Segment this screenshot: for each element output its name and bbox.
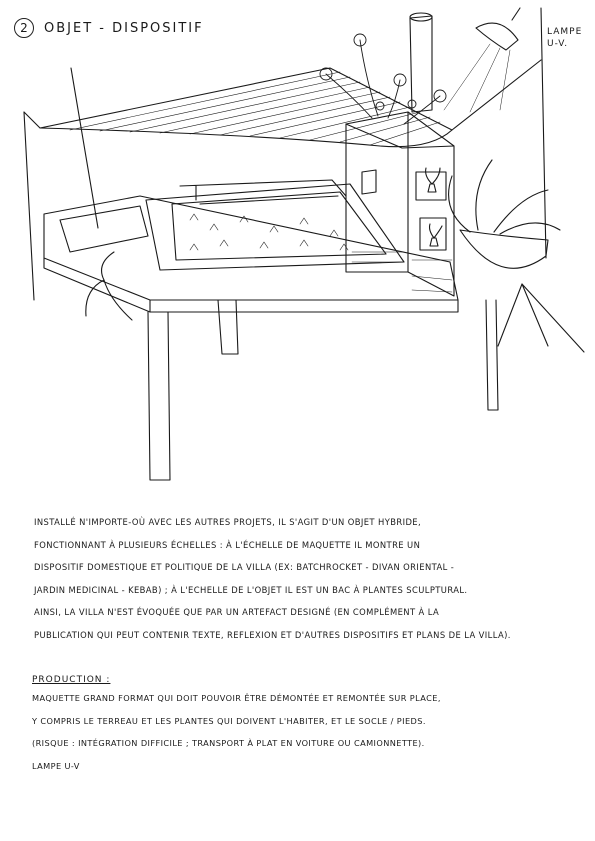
left-plant xyxy=(86,252,132,320)
tower-side xyxy=(408,112,454,296)
lamp-label-line2: U-V. xyxy=(547,39,569,49)
description-line: JARDIN MEDICINAL - KEBAB) ; À L'ECHELLE DE L'OBJET IL EST UN BAC À PLANTES SCULPTURAL. xyxy=(34,584,468,595)
canopy-cloth xyxy=(40,68,452,147)
production-line: Y COMPRIS LE TERREAU ET LES PLANTES QUI DOIVENT L'HABITER, ET LE SOCLE / PIEDS. xyxy=(32,715,426,726)
canopy-pole-right xyxy=(541,8,546,258)
production-line: MAQUETTE GRAND FORMAT QUI DOIT POUVOIR ÊTRE DÉMONTÉE ET REMONTÉE SUR PLACE, xyxy=(32,693,441,703)
chimney xyxy=(410,16,432,112)
description-line: INSTALLÉ N'IMPORTE-OÙ AVEC LES AUTRES PROJETS, IL S'AGIT D'UN OBJET HYBRIDE, xyxy=(34,517,422,527)
stepped-wall xyxy=(180,180,346,204)
description-line: AINSI, LA VILLA N'EST ÉVOQUÉE QUE PAR UN ARTEFACT DESIGNÉ (EN COMPLÉMENT À LA xyxy=(34,607,440,618)
lamp-label-line1: LAMPE xyxy=(547,27,583,37)
planter-bowl xyxy=(460,230,548,268)
tower-window xyxy=(362,170,376,194)
tower-niche-upper xyxy=(416,172,446,200)
uv-lamp-arm xyxy=(512,8,520,20)
uv-lamp-shade xyxy=(476,23,518,50)
production-line: LAMPE U-V xyxy=(32,760,80,771)
planter-leaves xyxy=(449,160,560,234)
planter-tripod xyxy=(498,284,584,352)
description-text xyxy=(34,511,579,647)
niche-plant-lower xyxy=(430,224,443,246)
description-line: FONCTIONNANT À PLUSIEURS ÉCHELLES : À L'ÉCHELLE DE MAQUETTE IL MONTRE UN xyxy=(34,539,421,550)
leg-front-left xyxy=(148,312,170,480)
garden-texture xyxy=(190,214,348,250)
leg-back-left xyxy=(218,300,238,354)
canopy-pole-left xyxy=(24,112,34,300)
canopy-rope-right xyxy=(452,60,541,130)
uv-light-rays xyxy=(444,44,510,112)
production-title: PRODUCTION : xyxy=(32,675,111,685)
tower-niche-lower xyxy=(420,218,446,250)
platform-front-edge xyxy=(150,300,458,312)
left-planter-box xyxy=(60,206,148,252)
canopy-pole-front xyxy=(71,68,98,228)
leg-front-right xyxy=(486,300,498,410)
production-section xyxy=(32,673,577,777)
heading-number: 2 xyxy=(14,18,34,38)
canopy-rope-left xyxy=(24,112,40,128)
description-line: DISPOSITIF DOMESTIQUE ET POLITIQUE DE LA VILLA (EX: BATCHROCKET - DIVAN ORIENTAL - xyxy=(34,562,455,573)
heading-title: OBJET - DISPOSITIF xyxy=(44,20,204,36)
production-line: (RISQUE : INTÉGRATION DIFFICILE ; TRANSPORT À PLAT EN VOITURE OU CAMIONNETTE). xyxy=(32,738,425,749)
description-line: PUBLICATION QUI PEUT CONTENIR TEXTE, REFLEXION ET D'AUTRES DISPOSITIFS ET PLANS DE LA VILLA). xyxy=(34,629,511,640)
